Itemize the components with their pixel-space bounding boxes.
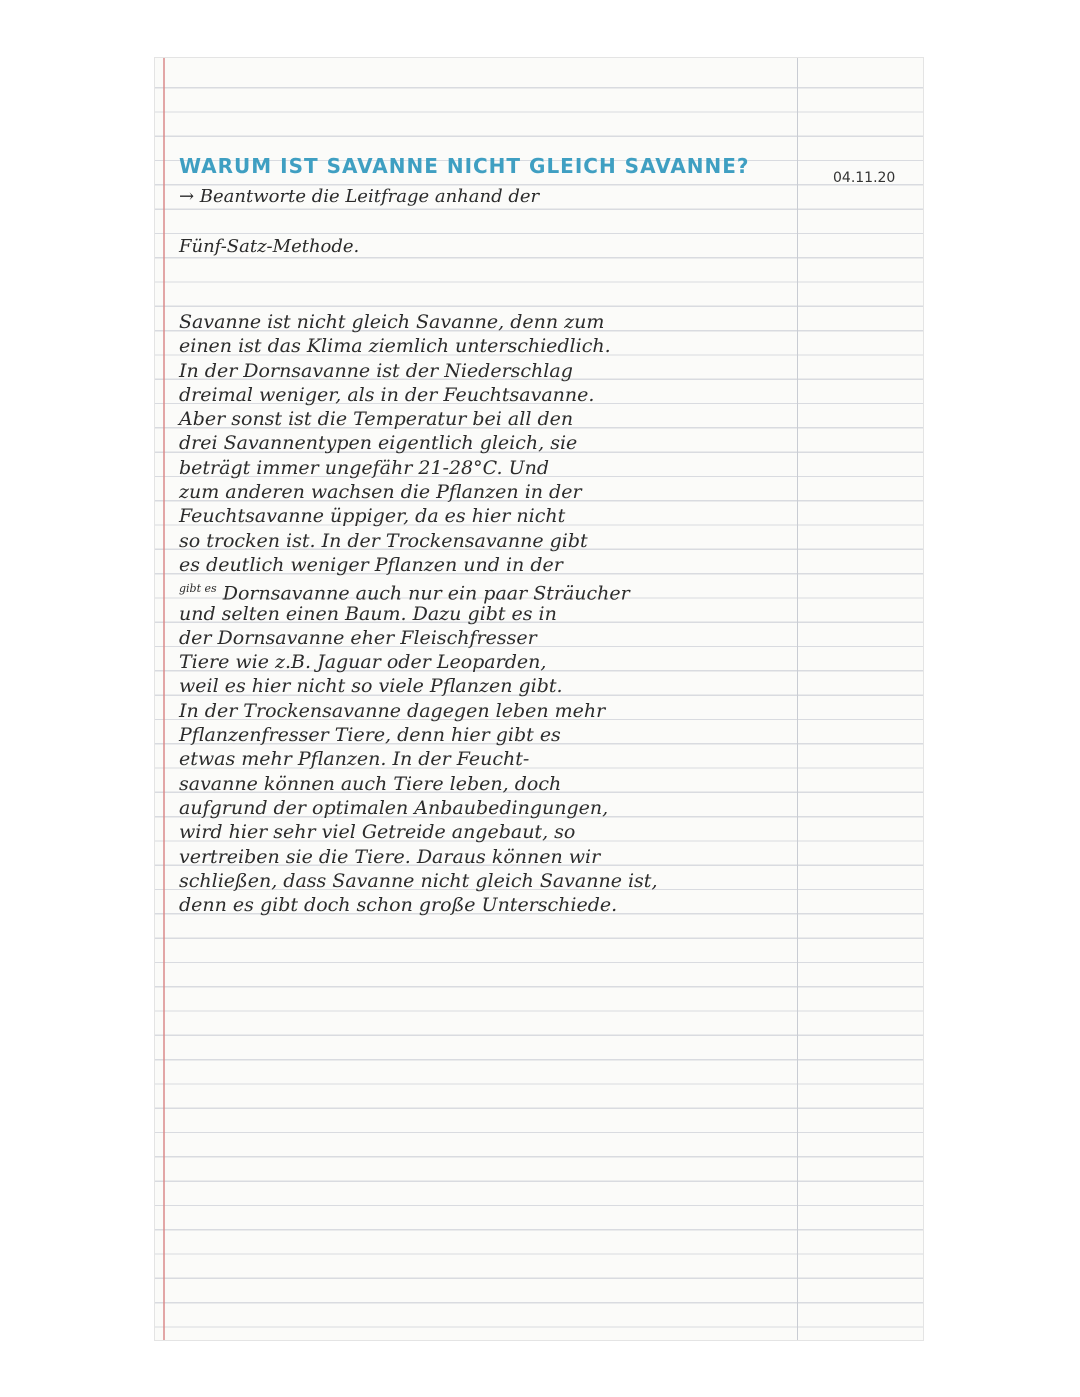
essay-line: In der Trockensavanne dagegen leben mehr <box>179 699 606 722</box>
essay-line: denn es gibt doch schon große Unterschiede. <box>179 894 618 917</box>
page-title: WARUM IST SAVANNE NICHT GLEICH SAVANNE? <box>179 154 750 178</box>
essay-text <box>179 310 819 917</box>
essay-line: etwas mehr Pflanzen. In der Feucht- <box>179 748 530 771</box>
essay-line: zum anderen wachsen die Pflanzen in der <box>179 481 582 504</box>
essay-line: Savanne ist nicht gleich Savanne, denn zum <box>179 311 605 333</box>
essay-line: wird hier sehr viel Getreide angebaut, so <box>179 821 576 844</box>
essay-line: dreimal weniger, als in der Feuchtsavanne. <box>179 383 595 406</box>
essay-line: Feuchtsavanne üppiger, da es hier nicht <box>179 505 566 528</box>
essay-line: aufgrund der optimalen Anbaubedingungen, <box>179 796 609 819</box>
essay-line: Pflanzenfresser Tiere, denn hier gibt es <box>179 724 561 747</box>
essay-line: so trocken ist. In der Trockensavanne gibt <box>179 529 588 552</box>
essay-line: es deutlich weniger Pflanzen und in der <box>179 553 563 576</box>
essay-line-text: Dornsavanne auch nur ein paar Sträucher <box>222 582 630 605</box>
essay-line: vertreiben sie die Tiere. Daraus können wir <box>179 845 601 868</box>
essay-line: weil es hier nicht so viele Pflanzen gibt. <box>179 675 563 698</box>
essay-line: und selten einen Baum. Dazu gibt es in <box>179 602 557 625</box>
essay-line: drei Savannentypen eigentlich gleich, sie <box>179 432 578 455</box>
essay-line: In der Dornsavanne ist der Niederschlag <box>179 359 573 382</box>
essay-line: savanne können auch Tiere leben, doch <box>179 772 562 795</box>
essay-line: der Dornsavanne eher Fleischfresser <box>179 626 537 649</box>
essay-line: Tiere wie z.B. Jaguar oder Leoparden, <box>179 651 547 674</box>
task-instruction-line-1: → Beantworte die Leitfrage anhand der <box>179 186 540 207</box>
notebook-page <box>155 58 923 1340</box>
essay-line: einen ist das Klima ziemlich unterschiedlich. <box>179 335 611 358</box>
essay-line: schließen, dass Savanne nicht gleich Savanne ist, <box>179 869 658 892</box>
date-label: 04.11.20 <box>833 170 896 186</box>
task-instruction-line-2: Fünf-Satz-Methode. <box>179 236 360 257</box>
essay-line: beträgt immer ungefähr 21-28°C. Und <box>179 456 549 479</box>
essay-line-with-note <box>179 577 819 605</box>
inline-correction-note: gibt es <box>179 582 217 596</box>
essay-line: Aber sonst ist die Temperatur bei all den <box>179 408 574 431</box>
margin-line <box>163 58 165 1340</box>
